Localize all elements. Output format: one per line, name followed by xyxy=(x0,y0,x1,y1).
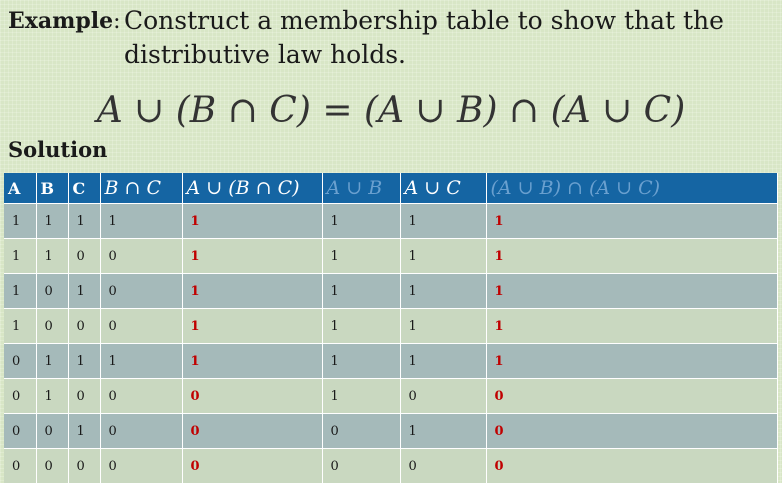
table-cell: 1 xyxy=(4,239,36,274)
example-text-line-1: Construct a membership table to show that the xyxy=(124,6,724,35)
table-cell: 1 xyxy=(68,204,100,239)
table-row xyxy=(4,204,778,239)
table-cell: 1 xyxy=(322,204,400,239)
table-cell: 1 xyxy=(400,309,486,344)
table-cell: 1 xyxy=(486,344,778,379)
membership-table xyxy=(4,173,778,483)
table-cell: 1 xyxy=(4,204,36,239)
table-cell: 1 xyxy=(486,274,778,309)
table-cell: 1 xyxy=(36,379,68,414)
table-cell: 0 xyxy=(400,379,486,414)
table-row xyxy=(4,344,778,379)
table-row xyxy=(4,239,778,274)
table-cell: 0 xyxy=(100,379,182,414)
table-cell: 1 xyxy=(400,239,486,274)
table-row xyxy=(4,309,778,344)
table-cell: 0 xyxy=(100,414,182,449)
table-cell: 0 xyxy=(486,379,778,414)
table-cell: 0 xyxy=(486,449,778,483)
table-cell: 1 xyxy=(182,274,322,309)
table-cell: 0 xyxy=(322,414,400,449)
table-cell: 0 xyxy=(100,309,182,344)
table-cell: 0 xyxy=(36,274,68,309)
table-cell: 0 xyxy=(68,449,100,483)
table-cell: 0 xyxy=(4,414,36,449)
distributive-law-formula: A ∪ (B ∩ C) = (A ∪ B) ∩ (A ∪ C) xyxy=(96,90,686,131)
header-b-intersect-c: B ∩ C xyxy=(100,173,182,204)
table-cell: 0 xyxy=(36,309,68,344)
header-b: B xyxy=(36,173,68,204)
table-cell: 1 xyxy=(486,239,778,274)
table-cell: 0 xyxy=(4,379,36,414)
table-cell: 1 xyxy=(4,309,36,344)
table-cell: 1 xyxy=(322,274,400,309)
table-cell: 1 xyxy=(182,309,322,344)
table-cell: 0 xyxy=(182,379,322,414)
header-a: A xyxy=(4,173,36,204)
table-cell: 1 xyxy=(4,274,36,309)
table-cell: 1 xyxy=(322,239,400,274)
table-cell: 1 xyxy=(486,204,778,239)
table-cell: 0 xyxy=(400,449,486,483)
table-cell: 1 xyxy=(322,309,400,344)
table-row xyxy=(4,449,778,483)
example-label: Example xyxy=(8,8,114,34)
table-cell: 1 xyxy=(486,309,778,344)
table-row xyxy=(4,414,778,449)
example-separator: : xyxy=(113,9,121,34)
table-cell: 1 xyxy=(36,204,68,239)
header-a-union-c: A ∪ C xyxy=(400,173,486,204)
table-cell: 1 xyxy=(100,344,182,379)
table-cell: 1 xyxy=(36,239,68,274)
table-cell: 1 xyxy=(182,204,322,239)
example-text-line-2: distributive law holds. xyxy=(124,40,407,69)
table-cell: 1 xyxy=(182,239,322,274)
table-cell: 1 xyxy=(400,204,486,239)
table-cell: 0 xyxy=(68,239,100,274)
table-cell: 0 xyxy=(100,239,182,274)
table-cell: 0 xyxy=(36,414,68,449)
table-cell: 0 xyxy=(100,274,182,309)
header-c: C xyxy=(68,173,100,204)
solution-heading: Solution xyxy=(8,137,108,162)
table-header-row xyxy=(4,173,778,204)
table-cell: 1 xyxy=(68,414,100,449)
table-cell: 0 xyxy=(4,449,36,483)
table-cell: 1 xyxy=(36,344,68,379)
table-row xyxy=(4,274,778,309)
table-cell: 0 xyxy=(100,449,182,483)
table-row xyxy=(4,379,778,414)
table-cell: 1 xyxy=(68,274,100,309)
table-cell: 1 xyxy=(100,204,182,239)
header-a-union-b-intersect-c: A ∪ (B ∩ C) xyxy=(182,173,322,204)
table-cell: 1 xyxy=(68,344,100,379)
table-cell: 0 xyxy=(486,414,778,449)
table-cell: 1 xyxy=(400,344,486,379)
table-cell: 0 xyxy=(182,414,322,449)
table-cell: 1 xyxy=(400,414,486,449)
header-a-union-b: A ∪ B xyxy=(322,173,400,204)
table-cell: 0 xyxy=(68,379,100,414)
table-cell: 1 xyxy=(322,379,400,414)
table-cell: 1 xyxy=(322,344,400,379)
table-cell: 0 xyxy=(322,449,400,483)
table-cell: 0 xyxy=(68,309,100,344)
table-cell: 1 xyxy=(182,344,322,379)
table-cell: 1 xyxy=(400,274,486,309)
table-cell: 0 xyxy=(182,449,322,483)
table-cell: 0 xyxy=(36,449,68,483)
header-result: (A ∪ B) ∩ (A ∪ C) xyxy=(486,173,778,204)
table-cell: 0 xyxy=(4,344,36,379)
